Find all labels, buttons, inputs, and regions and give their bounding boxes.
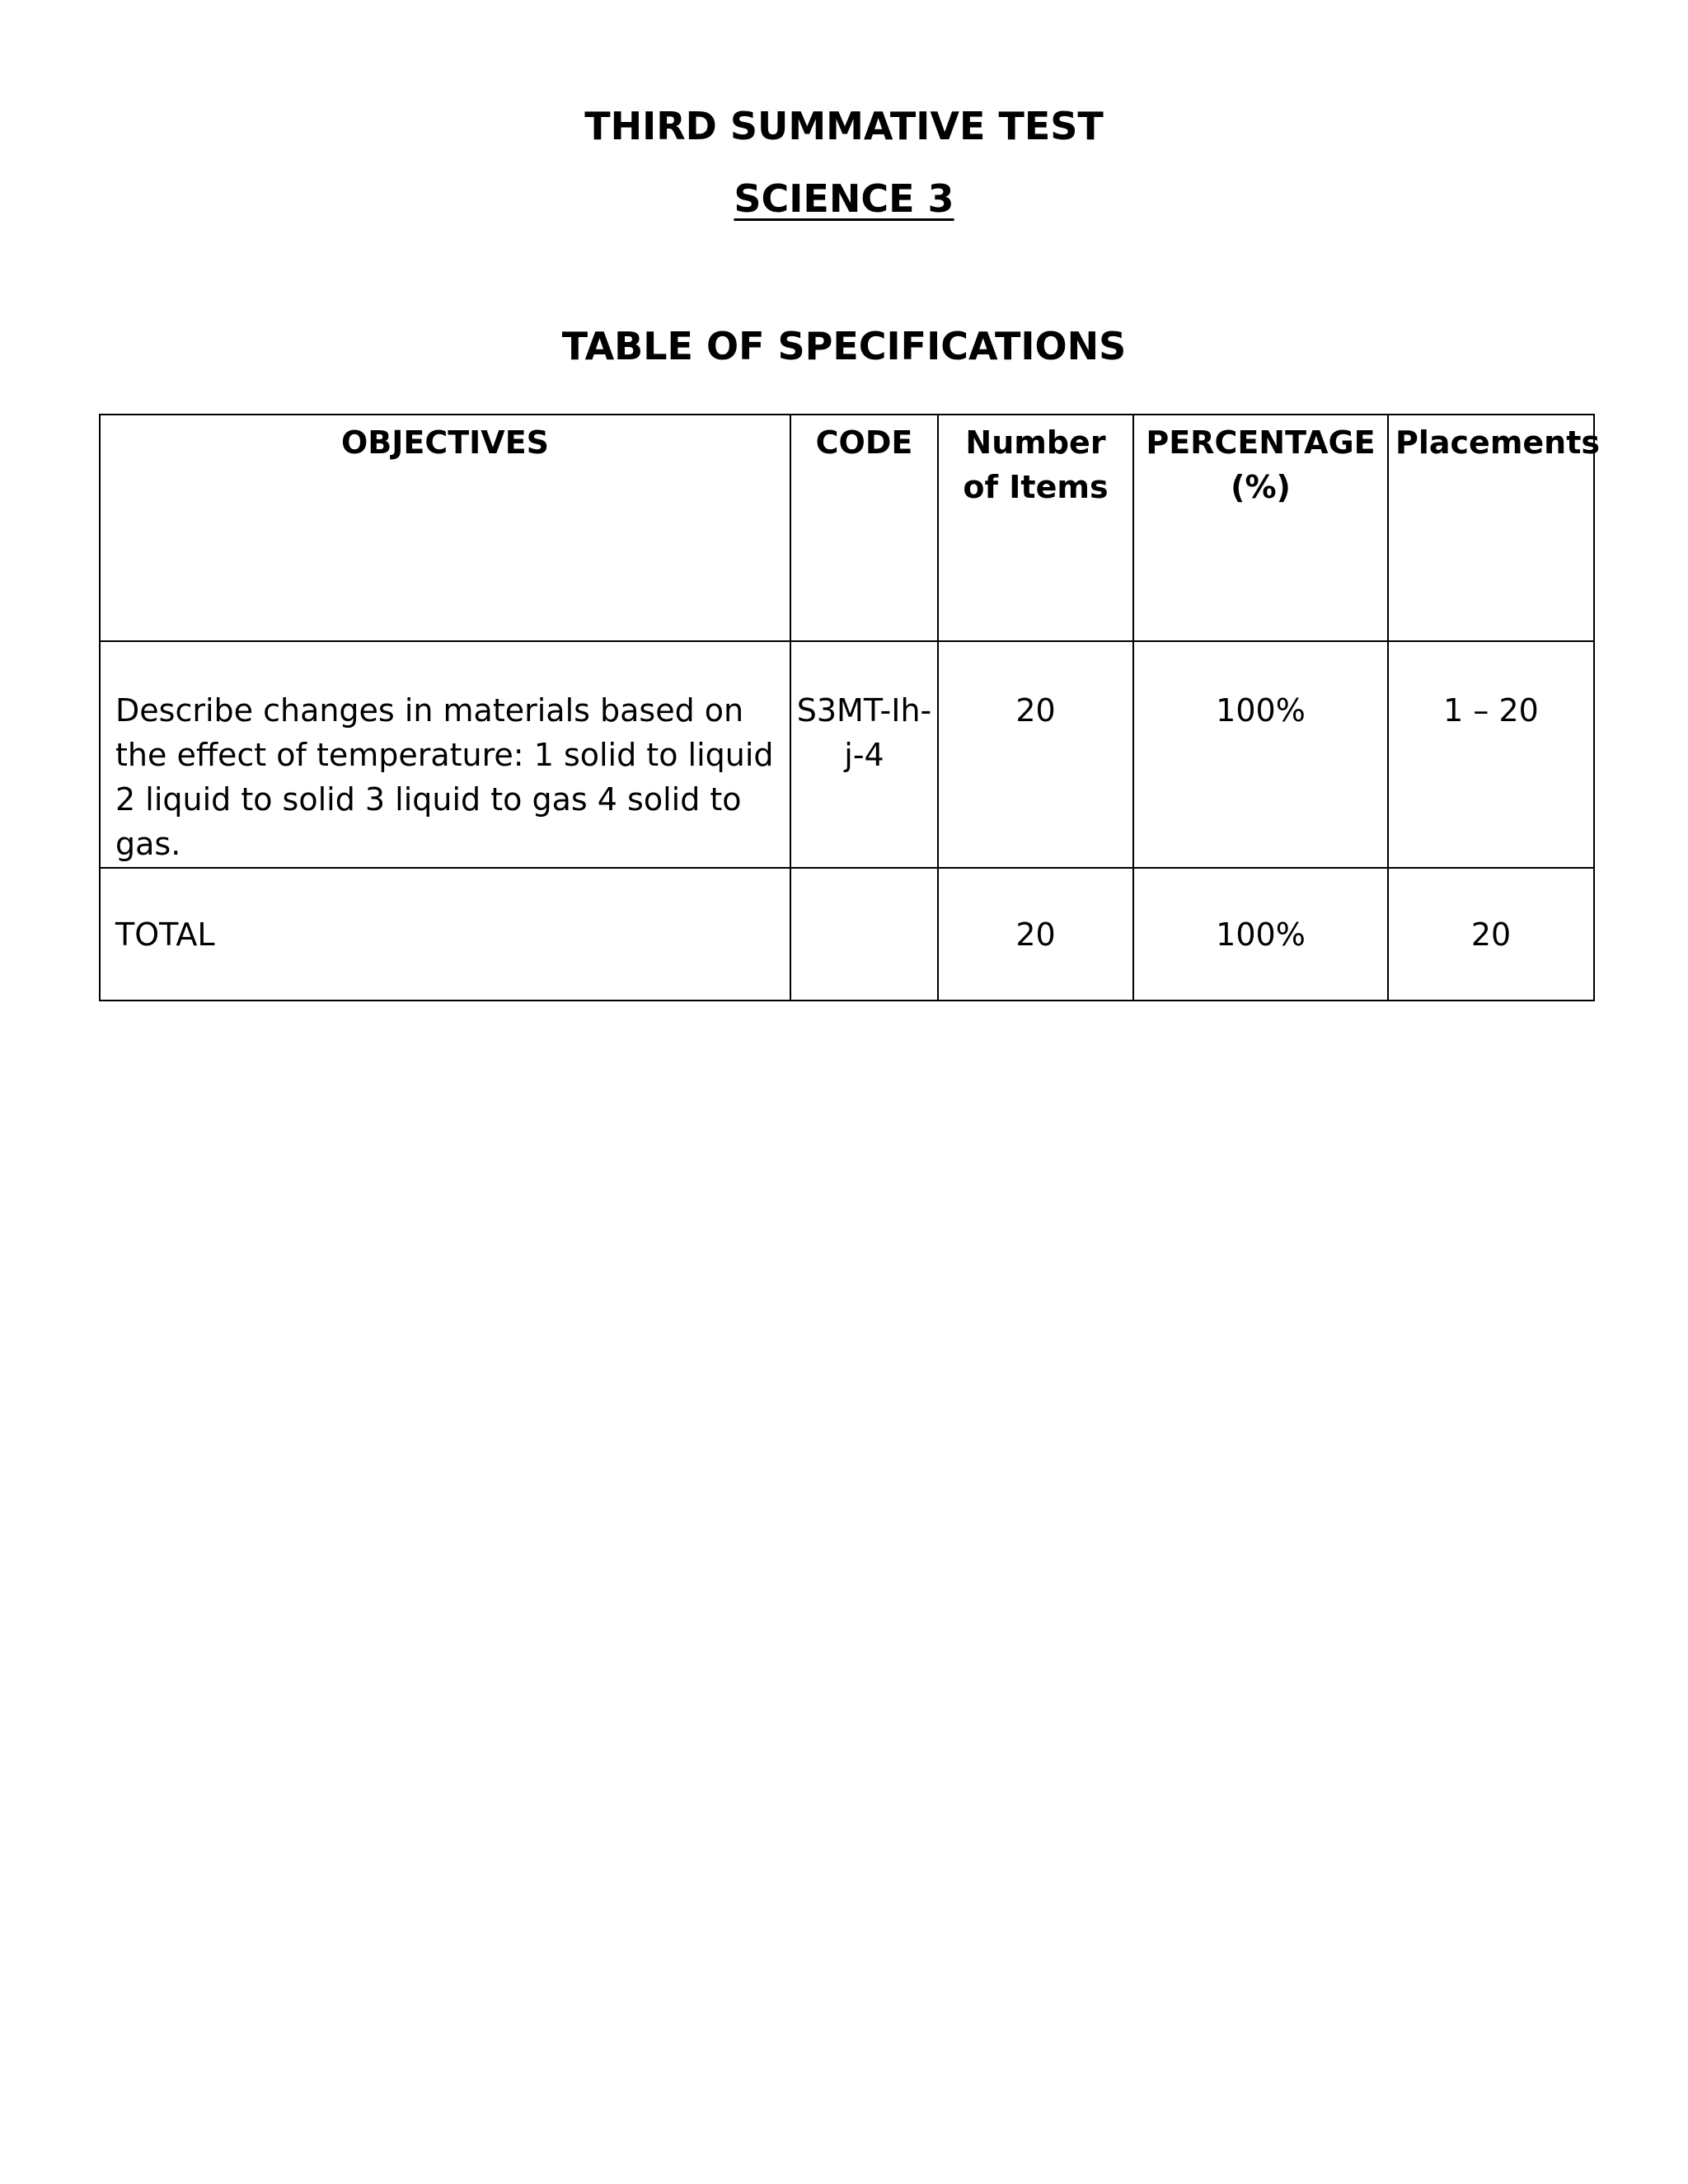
- specifications-table: [99, 414, 1601, 1001]
- cell-total-placements: 20: [1388, 868, 1594, 1001]
- column-header-placements: Placements: [1388, 415, 1594, 641]
- cell-number-of-items: 20: [938, 641, 1133, 868]
- column-header-number-of-items: Number of Items: [938, 415, 1133, 641]
- subject-title: SCIENCE 3: [734, 176, 954, 221]
- table-title: TABLE OF SPECIFICATIONS: [561, 324, 1127, 368]
- cell-objectives: Describe changes in materials based on the effect of temperature: 1 solid to liquid 2 liquid to solid 3 liquid to gas 4 solid to gas.: [100, 641, 790, 868]
- cell-total-percentage: 100%: [1133, 868, 1388, 1001]
- table-row: [100, 641, 1594, 868]
- column-header-code: CODE: [790, 415, 938, 641]
- cell-total-items: 20: [938, 868, 1133, 1001]
- document-title: THIRD SUMMATIVE TEST: [584, 104, 1104, 148]
- cell-placements: 1 – 20: [1388, 641, 1594, 868]
- table-header-row: [100, 415, 1594, 641]
- cell-total-code: [790, 868, 938, 1001]
- column-header-percentage: PERCENTAGE (%): [1133, 415, 1388, 641]
- cell-total-label: TOTAL: [100, 868, 790, 1001]
- cell-code: S3MT-Ih-j-4: [790, 641, 938, 868]
- column-header-objectives: OBJECTIVES: [100, 415, 790, 641]
- cell-percentage: 100%: [1133, 641, 1388, 868]
- table-total-row: [100, 868, 1594, 1001]
